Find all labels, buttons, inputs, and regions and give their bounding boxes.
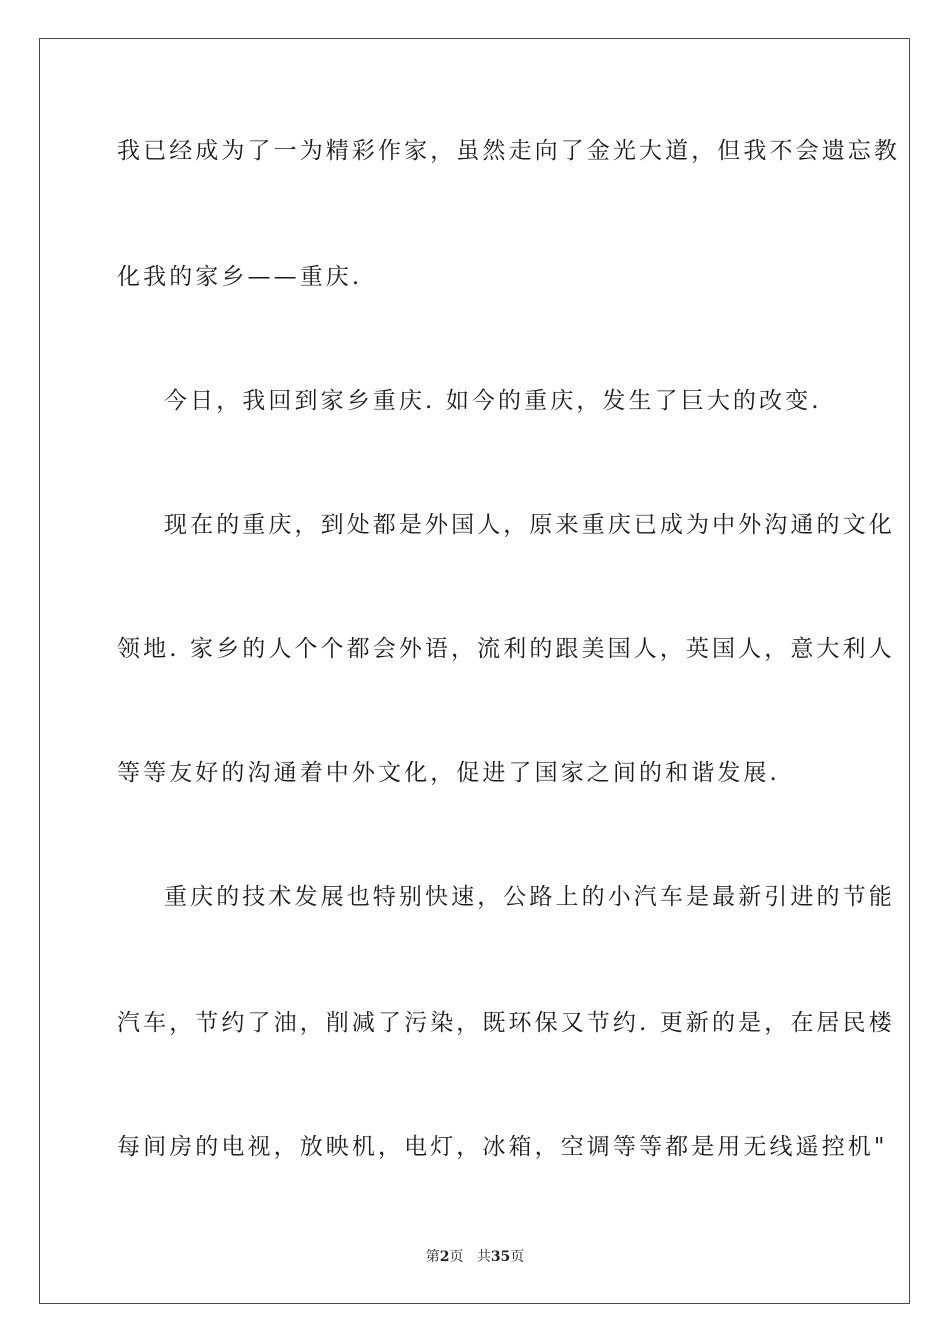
body-text-line: 每间房的电视，放映机，电灯，冰箱，空调等等都是用无线遥控机"	[117, 1134, 888, 1160]
page-prefix: 第	[425, 1249, 440, 1265]
body-text-line: 化我的家乡——重庆.	[117, 264, 363, 290]
paragraph-first-line: 今日，我回到家乡重庆. 如今的重庆，发生了巨大的改变.	[164, 388, 822, 414]
page-suffix: 页	[449, 1249, 464, 1265]
paragraph-first-line: 现在的重庆，到处都是外国人，原来重庆已成为中外沟通的文化	[164, 512, 895, 538]
body-text-line: 我已经成为了一为精彩作家，虽然走向了金光大道，但我不会遗忘教	[117, 138, 900, 164]
total-prefix: 共	[476, 1249, 491, 1265]
page-footer	[0, 1248, 950, 1266]
page-border	[39, 38, 910, 1304]
body-text-line: 领地. 家乡的人个个都会外语，流利的跟美国人，英国人，意大利人	[117, 636, 895, 662]
page-number: 2	[439, 1249, 450, 1265]
total-pages: 35	[490, 1249, 511, 1265]
total-suffix: 页	[510, 1249, 525, 1265]
body-text-line: 汽车，节约了油，削减了污染，既环保又节约. 更新的是，在居民楼	[117, 1010, 895, 1036]
body-text-line: 等等友好的沟通着中外文化，促进了国家之间的和谐发展.	[117, 760, 780, 786]
paragraph-first-line: 重庆的技术发展也特别快速，公路上的小汽车是最新引进的节能	[164, 884, 895, 910]
